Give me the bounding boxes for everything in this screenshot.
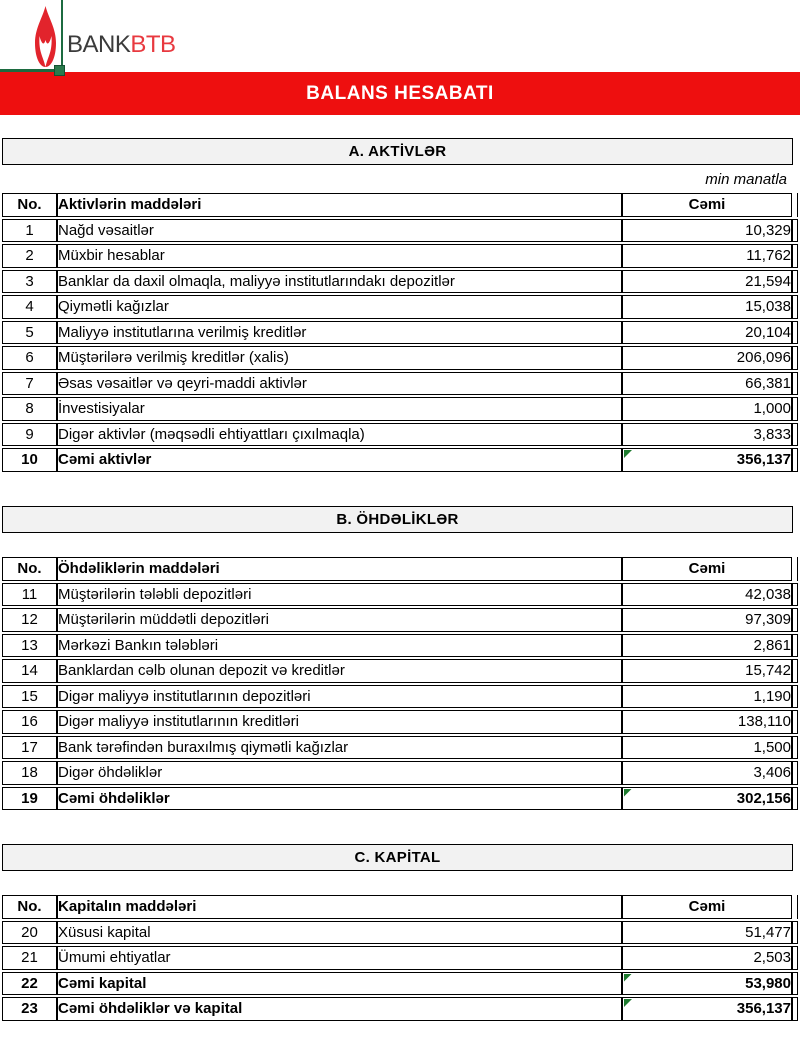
logo-rule-vertical xyxy=(61,0,64,70)
row-number: 10 xyxy=(2,448,57,472)
flame-icon xyxy=(32,5,59,69)
row-total-cell xyxy=(622,321,792,345)
col-header-no: No. xyxy=(2,557,57,581)
row-number: 12 xyxy=(2,608,57,632)
row-number: 7 xyxy=(2,372,57,396)
report-title-banner xyxy=(0,72,800,115)
table-edge-sliver xyxy=(792,270,798,294)
row-total-value: 15,742 xyxy=(745,662,791,680)
table-edge-sliver xyxy=(792,346,798,370)
formula-marker-icon xyxy=(624,789,632,797)
table-edge-sliver xyxy=(792,710,798,734)
row-total-value: 10,329 xyxy=(745,221,791,239)
table-row xyxy=(2,372,798,396)
row-item-label: Maliyyə institutlarına verilmiş kreditlər xyxy=(57,321,622,345)
row-number: 3 xyxy=(2,270,57,294)
table-row xyxy=(2,972,798,996)
row-total-value: 15,038 xyxy=(745,298,791,316)
table-row xyxy=(2,346,798,370)
row-total-value: 42,038 xyxy=(745,585,791,603)
row-total-cell xyxy=(622,423,792,447)
row-item-label: Müxbir hesablar xyxy=(57,244,622,268)
row-item-label: Mərkəzi Bankın tələbləri xyxy=(57,634,622,658)
table-row xyxy=(2,761,798,785)
row-total-value: 2,861 xyxy=(753,636,791,654)
col-header-no: No. xyxy=(2,193,57,217)
row-number: 8 xyxy=(2,397,57,421)
row-total-value: 53,980 xyxy=(745,974,791,992)
row-total-value: 1,500 xyxy=(753,738,791,756)
table-edge-sliver xyxy=(792,634,798,658)
row-total-value: 3,833 xyxy=(753,425,791,443)
row-total-value: 356,137 xyxy=(736,1000,791,1018)
row-number: 18 xyxy=(2,761,57,785)
section-b-title: B. ÖHDƏLİKLƏR xyxy=(336,511,459,528)
report-title: BALANS HESABATI xyxy=(306,82,494,104)
row-item-label: Xüsusi kapital xyxy=(57,921,622,945)
row-total-cell xyxy=(622,219,792,243)
row-item-label: Digər maliyyə institutlarının depozitləri xyxy=(57,685,622,709)
row-total-cell xyxy=(622,634,792,658)
table-row xyxy=(2,787,798,811)
row-item-label: Cəmi kapital xyxy=(57,972,622,996)
row-total-value: 21,594 xyxy=(745,272,791,290)
row-total-cell xyxy=(622,761,792,785)
table-row xyxy=(2,946,798,970)
table-row xyxy=(2,634,798,658)
table-row xyxy=(2,685,798,709)
row-total-cell xyxy=(622,787,792,811)
row-number: 22 xyxy=(2,972,57,996)
row-total-cell xyxy=(622,736,792,760)
row-total-value: 1,000 xyxy=(753,400,791,418)
row-item-label: Müştərilərin müddətli depozitləri xyxy=(57,608,622,632)
row-total-value: 356,137 xyxy=(736,451,791,469)
unit-note: min manatla xyxy=(705,171,787,188)
row-number: 15 xyxy=(2,685,57,709)
row-number: 6 xyxy=(2,346,57,370)
row-number: 19 xyxy=(2,787,57,811)
col-header-total: Cəmi xyxy=(622,193,792,217)
table-edge-sliver xyxy=(792,787,798,811)
row-item-label: Banklar da daxil olmaqla, maliyyə institutlarındakı depozitlər xyxy=(57,270,622,294)
row-number: 14 xyxy=(2,659,57,683)
row-total-cell xyxy=(622,270,792,294)
table-edge-sliver xyxy=(792,946,798,970)
table-row xyxy=(2,997,798,1021)
row-total-value: 2,503 xyxy=(753,949,791,967)
row-number: 5 xyxy=(2,321,57,345)
table-row xyxy=(2,583,798,607)
row-total-value: 51,477 xyxy=(745,923,791,941)
row-item-label: İnvestisiyalar xyxy=(57,397,622,421)
row-item-label: Bank tərəfindən buraxılmış qiymətli kağızlar xyxy=(57,736,622,760)
row-total-cell xyxy=(622,710,792,734)
row-total-cell xyxy=(622,448,792,472)
col-header-total: Cəmi xyxy=(622,895,792,919)
table-edge-sliver xyxy=(792,193,798,217)
row-total-cell xyxy=(622,244,792,268)
assets-table xyxy=(2,191,798,474)
row-total-cell xyxy=(622,397,792,421)
row-item-label: Cəmi öhdəliklər xyxy=(57,787,622,811)
table-row xyxy=(2,423,798,447)
row-total-cell xyxy=(622,685,792,709)
col-header-item: Kapitalın maddələri xyxy=(57,895,622,919)
section-c-title: C. KAPİTAL xyxy=(354,849,441,866)
row-number: 17 xyxy=(2,736,57,760)
col-header-item: Aktivlərin maddələri xyxy=(57,193,622,217)
table-header-row xyxy=(2,895,798,919)
row-item-label: Nağd vəsaitlər xyxy=(57,219,622,243)
table-row xyxy=(2,219,798,243)
row-total-cell xyxy=(622,372,792,396)
table-edge-sliver xyxy=(792,295,798,319)
row-number: 16 xyxy=(2,710,57,734)
table-edge-sliver xyxy=(792,219,798,243)
table-row xyxy=(2,321,798,345)
row-total-value: 97,309 xyxy=(745,611,791,629)
row-item-label: Digər aktivlər (məqsədli ehtiyattları çıxılmaqla) xyxy=(57,423,622,447)
row-number: 4 xyxy=(2,295,57,319)
col-header-total: Cəmi xyxy=(622,557,792,581)
brand-btb-text: BTB xyxy=(130,31,176,58)
row-total-cell xyxy=(622,921,792,945)
row-total-value: 302,156 xyxy=(736,789,791,807)
table-edge-sliver xyxy=(792,583,798,607)
table-edge-sliver xyxy=(792,997,798,1021)
table-row xyxy=(2,448,798,472)
table-edge-sliver xyxy=(792,557,798,581)
row-item-label: Müştərilərin tələbli depozitləri xyxy=(57,583,622,607)
table-row xyxy=(2,710,798,734)
row-item-label: Digər öhdəliklər xyxy=(57,761,622,785)
row-total-cell xyxy=(622,972,792,996)
liabilities-table xyxy=(2,555,798,812)
table-edge-sliver xyxy=(792,423,798,447)
row-total-cell xyxy=(622,608,792,632)
table-edge-sliver xyxy=(792,895,798,919)
row-number: 13 xyxy=(2,634,57,658)
table-row xyxy=(2,295,798,319)
section-b-header xyxy=(2,506,793,533)
row-total-cell xyxy=(622,583,792,607)
row-item-label: Cəmi aktivlər xyxy=(57,448,622,472)
row-total-cell xyxy=(622,295,792,319)
row-total-value: 11,762 xyxy=(746,247,791,265)
row-total-value: 3,406 xyxy=(753,764,791,782)
row-item-label: Müştərilərə verilmiş kreditlər (xalis) xyxy=(57,346,622,370)
table-row xyxy=(2,397,798,421)
logo-rule-node xyxy=(54,65,65,76)
row-total-value: 1,190 xyxy=(753,687,791,705)
row-item-label: Digər maliyyə institutlarının kreditləri xyxy=(57,710,622,734)
row-number: 21 xyxy=(2,946,57,970)
table-edge-sliver xyxy=(792,921,798,945)
row-number: 2 xyxy=(2,244,57,268)
brand-bank-text: BANK xyxy=(67,31,131,58)
section-c-header xyxy=(2,844,793,871)
row-item-label: Cəmi öhdəliklər və kapital xyxy=(57,997,622,1021)
table-header-row xyxy=(2,557,798,581)
row-number: 23 xyxy=(2,997,57,1021)
table-row xyxy=(2,659,798,683)
table-edge-sliver xyxy=(792,244,798,268)
row-number: 20 xyxy=(2,921,57,945)
row-total-value: 206,096 xyxy=(736,349,791,367)
table-row xyxy=(2,736,798,760)
table-edge-sliver xyxy=(792,608,798,632)
capital-table xyxy=(2,893,798,1023)
formula-marker-icon xyxy=(624,999,632,1007)
formula-marker-icon xyxy=(624,450,632,458)
row-number: 11 xyxy=(2,583,57,607)
section-a-title: A. AKTİVLƏR xyxy=(348,143,447,160)
table-edge-sliver xyxy=(792,736,798,760)
row-item-label: Qiymətli kağızlar xyxy=(57,295,622,319)
table-edge-sliver xyxy=(792,372,798,396)
table-row xyxy=(2,270,798,294)
table-row xyxy=(2,608,798,632)
col-header-item: Öhdəliklərin maddələri xyxy=(57,557,622,581)
table-row xyxy=(2,244,798,268)
row-total-value: 66,381 xyxy=(745,374,791,392)
section-a-header xyxy=(2,138,793,165)
table-edge-sliver xyxy=(792,321,798,345)
table-edge-sliver xyxy=(792,448,798,472)
row-item-label: Banklardan cəlb olunan depozit və kreditlər xyxy=(57,659,622,683)
table-edge-sliver xyxy=(792,685,798,709)
table-edge-sliver xyxy=(792,397,798,421)
col-header-no: No. xyxy=(2,895,57,919)
brand-wordmark xyxy=(67,31,176,59)
row-number: 1 xyxy=(2,219,57,243)
table-edge-sliver xyxy=(792,761,798,785)
row-total-cell xyxy=(622,946,792,970)
row-item-label: Ümumi ehtiyatlar xyxy=(57,946,622,970)
table-edge-sliver xyxy=(792,972,798,996)
row-total-value: 138,110 xyxy=(737,713,791,731)
row-total-cell xyxy=(622,346,792,370)
table-row xyxy=(2,921,798,945)
formula-marker-icon xyxy=(624,974,632,982)
row-total-value: 20,104 xyxy=(745,323,791,341)
row-item-label: Əsas vəsaitlər və qeyri-maddi aktivlər xyxy=(57,372,622,396)
row-total-cell xyxy=(622,659,792,683)
row-number: 9 xyxy=(2,423,57,447)
table-header-row xyxy=(2,193,798,217)
row-total-cell xyxy=(622,997,792,1021)
table-edge-sliver xyxy=(792,659,798,683)
